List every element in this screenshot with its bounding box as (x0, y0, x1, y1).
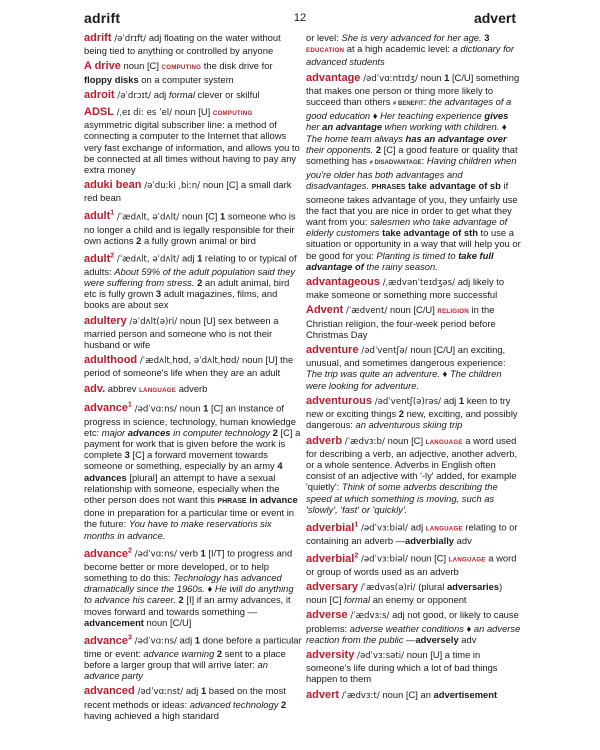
bold-term: adversely (415, 633, 459, 645)
definition-text: adj likely to make someone or something more successful (306, 276, 505, 301)
entry-adult2 (84, 250, 302, 311)
headword: adversary (306, 581, 358, 594)
definition-text: [C] a payment for work that is given before the work is complete (84, 426, 301, 461)
entry-adverse (306, 609, 524, 645)
pronunciation: /ədˈvɜːbiəl/ (358, 554, 411, 565)
bold-term: take advantage of sth (382, 227, 478, 239)
example-text: major (101, 426, 128, 438)
example-text: salesmen who take advantage of elderly customers (306, 216, 508, 239)
homograph-number: 2 (110, 251, 115, 259)
entry-adventurous (306, 395, 524, 431)
entry-adsl (84, 106, 302, 175)
sense-number: 2 (216, 647, 223, 659)
definition-text: noun [C] (410, 552, 449, 564)
example-text: the advantages of a good education (306, 96, 512, 122)
headword: advance$^3$ (84, 633, 132, 647)
pronunciation: /ˌeɪ diː es ˈel/ (113, 108, 175, 119)
headword: adventure (306, 344, 359, 357)
sense-number: 2 (272, 426, 278, 438)
entry-adult1 (84, 208, 302, 246)
example-text: advanced technology (189, 698, 279, 710)
headword: adversity (306, 649, 355, 662)
definition-text: in the Christian religion, the four-week period before Christmas Day (306, 304, 496, 340)
entry-advance3 (84, 632, 302, 681)
definition-text: [I] if an army advances, it moves forward and towards something — (84, 594, 291, 617)
left-column (84, 32, 302, 725)
phrase-label: PHRASE (217, 498, 247, 506)
right-column (306, 32, 524, 706)
definition-text: adj (179, 634, 195, 646)
definition-text: or level: (306, 32, 342, 43)
entry-advanced-cont (306, 32, 524, 68)
sense-number: 1 (444, 71, 450, 83)
entry-adversary (306, 581, 524, 605)
example-text: their opponents. (306, 143, 374, 155)
pronunciation: /əˈdrɪft/ (111, 34, 149, 44)
definition-text: ) noun [C] (306, 581, 503, 606)
definition-text: ♦ (370, 110, 381, 122)
example-text: a dictionary for advanced students (306, 43, 515, 68)
headword: A drive (84, 60, 121, 73)
definition-text: at a high academic level: (344, 43, 453, 55)
example-highlight: take full advantage of (306, 249, 494, 272)
example-text: formal (344, 594, 371, 606)
sense-number: 3 (155, 288, 162, 300)
headword: ADSL (84, 106, 114, 119)
definition-text: adj (410, 521, 426, 533)
definition-text: done before a particular time or event: (84, 634, 302, 659)
pronunciation: /ədˈvɜːsəti/ (354, 651, 407, 662)
example-text: You have to make reservations six months in advance. (84, 518, 272, 541)
definition-text: relating to or typical of adults: (84, 252, 297, 277)
definition-text: to use a situation or opportunity in a way that will help you or be good for you: (306, 227, 521, 261)
example-text: Her teaching experience (380, 110, 485, 122)
example-highlight: has an advantage over (405, 132, 507, 144)
definition-text: a word or group of words used as an adverb (306, 552, 517, 577)
definition-text: someone who is no longer a child and is legally responsible for their own actions (84, 210, 296, 246)
headword: adultery (84, 314, 127, 327)
headword: advert (306, 688, 340, 701)
definition-text: — (403, 633, 416, 645)
pronunciation: /ˈædvɜːs/ (347, 611, 393, 622)
page-header (84, 10, 516, 32)
subject-label: LANGUAGE (139, 386, 177, 394)
subject-label: EDUCATION (306, 47, 345, 55)
example-highlight: advances (127, 426, 171, 438)
headword: adrift (84, 32, 112, 44)
definition-text: abbrev (105, 382, 140, 394)
pronunciation: /ˈædvɜːb/ (342, 436, 388, 447)
pronunciation: /ədˈventʃ(ə)rəs/ (372, 396, 444, 407)
definition-text: noun [C/U] (143, 616, 192, 628)
sense-number: 2 (281, 698, 287, 710)
bold-term: floppy disks (84, 73, 139, 85)
pronunciation: /ˈædʌlt, əˈdʌlt/ (114, 212, 182, 223)
bold-term: take advantage of sb (405, 180, 501, 192)
pronunciation: /əˈdrɔɪt/ (114, 90, 154, 101)
definition-text: an enemy or opponent (370, 594, 467, 606)
definition-text: on a computer system (138, 73, 234, 85)
entry-advantageous (306, 276, 524, 300)
pronunciation: /ˈædvɜːt/ (339, 690, 383, 701)
example-highlight: an advantage (322, 121, 383, 133)
definition-text: an adult animal, bird etc is fully grown (84, 276, 290, 300)
pronunciation: /ˈædʌlt, əˈdʌlt/ (114, 254, 182, 265)
example-highlight: gives (484, 110, 509, 122)
example-text: the rainy season. (363, 260, 438, 272)
pronunciation: /ˌædvənˈteɪdʒəs/ (379, 278, 458, 289)
entry-adversity (306, 649, 524, 685)
definition-text: noun [C] (120, 60, 162, 72)
definition-text: noun (420, 71, 445, 83)
definition-text: if someone takes advantage of you, they unfairly use the fact that you are nice in order to get what they want from you: (306, 180, 518, 228)
headword: adverbial$^1$ (306, 520, 359, 534)
subject-label: LANGUAGE (425, 438, 463, 446)
example-text: Planting is timed to (376, 249, 459, 261)
entry-adultery (84, 315, 302, 351)
definition-text: the disk drive for (201, 60, 273, 72)
sense-number: 2 (398, 408, 404, 420)
definition-text: ♦ (499, 121, 507, 133)
headword: adverbial$^2$ (306, 551, 359, 565)
definition-text: a word used for describing a verb, an adjective, another adverb, or a whole sentence. Adverbs in English often consist of an adjective with '-ly' added, for example 'quietly': (306, 434, 518, 493)
example-text: The children were looking for adventure. (306, 368, 502, 391)
example-text: her (306, 121, 323, 133)
definition-text: ♦ (463, 622, 474, 634)
entry-advance1 (84, 400, 302, 541)
subject-label: RELIGION (437, 308, 469, 316)
sense-number: 2 (178, 594, 184, 606)
sense-number: 1 (203, 402, 209, 414)
definition-text: noun [C] an (382, 688, 434, 700)
entry-adverbial1 (306, 519, 524, 546)
definition-text: adj (443, 394, 459, 406)
definition-text: noun [C] a small dark red bean (84, 179, 292, 204)
definition-text: based on the most recent methods or ideas: (84, 685, 286, 710)
pronunciation: /ədˈvɑːnst/ (134, 687, 186, 698)
example-text: an adverse reaction from the public (306, 622, 521, 645)
example-text: She is very advanced for her age. (341, 32, 482, 43)
entry-advance2 (84, 545, 302, 628)
headword: advance$^1$ (84, 401, 132, 415)
sense-number: 1 (220, 210, 226, 222)
headword: adverb (306, 434, 343, 447)
definition-text: adv (458, 633, 477, 645)
definition-text: : (421, 155, 427, 167)
definition-text: (plural (418, 581, 447, 593)
sense-number: 3 (484, 32, 490, 43)
definition-text: noun [C] (181, 210, 220, 222)
homograph-number: 1 (128, 401, 132, 409)
definition-text: done in preparation for a particular time or event in the future: (84, 507, 295, 530)
definition-text: ♦ (204, 583, 215, 595)
subject-label: COMPUTING (161, 64, 202, 72)
definition-text: [C] a good feature or quality that something has (306, 143, 518, 167)
pronunciation: /ədˈvɑːntɪdʒ/ (360, 73, 421, 84)
headword: advance$^2$ (84, 546, 132, 560)
entry-adverb (306, 435, 524, 515)
pronunciation: /ədˈventʃə/ (358, 346, 411, 357)
headword: adroit (84, 88, 115, 101)
pronunciation: /ədˈvɑːns/ (131, 636, 180, 647)
entry-aduki-bean (84, 179, 302, 203)
definition-text: adv (454, 534, 472, 546)
bold-term: advancement (84, 616, 144, 628)
phrase-label: PHRASES (371, 184, 406, 192)
sense-number: 1 (197, 252, 203, 264)
sense-number: 1 (458, 394, 465, 406)
entry-adverbial2 (306, 550, 524, 577)
entry-adulthood (84, 354, 302, 378)
definition-text: sent to a place before a larger group that will arrive later: (84, 647, 286, 671)
definition-text: noun [U] a time in someone's life during which a lot of bad things happen to them (306, 649, 498, 685)
homograph-number: 2 (128, 546, 132, 554)
definition-text: [C] a forward movement towards someone or something, especially by an army (84, 449, 278, 472)
example-text: formal (168, 88, 195, 100)
headword: advantage (306, 71, 361, 84)
cross-reference: ≠ BENEFIT (393, 101, 424, 108)
entry-a-drive (84, 60, 302, 84)
entry-advantage (306, 72, 524, 272)
entry-adrift (84, 32, 302, 56)
bold-term: in advance (246, 494, 298, 506)
example-text: an adventurous skiing trip (355, 419, 463, 431)
pronunciation: /ˈædvəs(ə)ri/ (358, 583, 419, 594)
example-text: About 59% of the adult population said they were suffering from stress. (84, 265, 296, 288)
headword: aduki bean (84, 179, 142, 192)
definition-text: noun (179, 402, 204, 414)
page-number: 12 (293, 12, 307, 24)
sense-number: 1 (194, 634, 201, 646)
example-text: when working with children. (382, 121, 500, 133)
entry-adventure (306, 344, 524, 391)
homograph-number: 2 (354, 551, 359, 559)
definition-text: a fully grown animal or bird (141, 234, 256, 246)
bold-term: advances (84, 471, 127, 483)
definition-text: new, exciting, and possibly dangerous: (306, 408, 518, 431)
definition-text: verb (179, 547, 201, 559)
definition-text: noun [U] sex between a married person and someone who is not their husband or wife (84, 314, 279, 350)
sense-number: 3 (124, 449, 130, 461)
pronunciation: /ədˈvɑːns/ (131, 549, 180, 560)
example-text: in computer technology (170, 426, 271, 438)
bold-term: advertisement (433, 688, 498, 700)
homograph-number: 1 (110, 209, 115, 217)
example-text: Think of some adverbs describing the speed at which something is moving, such as 'slowly', 'fast' or 'quickly'. (306, 481, 498, 515)
definition-text: : (423, 96, 429, 108)
example-text: adverse weather conditions (349, 622, 464, 634)
example-text: He will do anything to advance his career. (84, 583, 294, 606)
entry-adroit (84, 89, 302, 102)
homograph-number: 1 (354, 520, 359, 528)
headword: adventurous (306, 394, 373, 407)
sense-number: 4 (277, 460, 283, 472)
sense-number: 2 (375, 143, 382, 155)
example-text: The trip was quite an adventure. (306, 368, 440, 380)
guide-word-left: adrift (84, 10, 121, 26)
definition-text: noun [U] (174, 106, 213, 118)
pronunciation: /ˈædvent/ (343, 306, 390, 317)
headword: advantageous (306, 276, 380, 289)
definition-text: adj floating on the water without being tied to anything or controlled by anyone (84, 32, 281, 57)
definition-text: keen to try new or exciting things (306, 394, 511, 420)
pronunciation: /ədˈvɑːns/ (131, 404, 180, 415)
headword: adult$^1$ (84, 209, 115, 223)
homograph-number: 3 (128, 633, 132, 641)
definition-text: noun [C] (387, 434, 426, 446)
entry-advanced (84, 685, 302, 721)
definition-text: adult magazines, films, and books are about sex (84, 288, 278, 311)
example-text: Technology has advanced dramatically since the 1960s. (84, 571, 282, 595)
definition-text: clever or skilful (194, 88, 260, 100)
definition-text: adj not good, or likely to cause problems: (306, 609, 519, 634)
entry-advert (306, 689, 524, 702)
headword: adv. (84, 382, 106, 395)
sense-number: 1 (200, 547, 206, 559)
definition-text: adverb (176, 382, 208, 394)
headword: adverse (306, 609, 348, 622)
pronunciation: /əˈdʌlt(ə)ri/ (126, 316, 180, 327)
guide-word-right: advert (473, 10, 516, 26)
definition-text: [I/T] to progress and become better or more developed, or to help something to do this: (84, 547, 293, 583)
definition-text: [C] an instance of progress in science, technology, human knowledge etc: (84, 402, 296, 438)
definition-text: adj (185, 685, 201, 697)
definition-text: noun [C/U] (389, 304, 438, 316)
definition-text: noun [U] the period of someone's life when they are an adult (84, 354, 294, 379)
bold-term: adverbially (405, 534, 455, 546)
example-text: Having children when you're older has both advantages and disadvantages. (306, 155, 517, 192)
headword: adult$^2$ (84, 251, 115, 265)
definition-text: having achieved a high standard (84, 709, 219, 721)
headword: advanced (84, 685, 135, 698)
definition-text: asymmetric digital subscriber line: a method of connecting a computer to the Internet that allows very fast exchange of information, and allows you to be connected at all times without having to pay any extra money (84, 119, 300, 176)
definition-text: [plural] an attempt to have a sexual relationship with someone, especially when the other person does not want this (84, 471, 280, 506)
definition-text: noun [C/U] an exciting, unusual, and sometimes dangerous experience: (306, 344, 506, 369)
pronunciation: /ədˈvɜːbiəl/ (358, 523, 411, 534)
subject-label: LANGUAGE (425, 525, 463, 533)
definition-text: adj (181, 252, 198, 264)
entry-adv (84, 383, 302, 396)
pronunciation: /ˈædʌltˌhʊd, əˈdʌltˌhʊd/ (137, 356, 243, 367)
definition-text: adj (153, 88, 169, 100)
example-text: The home team always (306, 132, 406, 144)
cross-reference: ≠ DISADVANTAGE (369, 160, 422, 167)
example-text: an advance party (84, 659, 268, 682)
definition-text: [C/U] something that makes one person or thing more likely to succeed than others (306, 71, 520, 108)
pronunciation: /əˈduːki ˌbiːn/ (141, 181, 203, 192)
definition-text: relating to or containing an adverb — (306, 521, 518, 546)
sense-number: 2 (136, 234, 142, 246)
sense-number: 2 (197, 276, 203, 288)
sense-number: 1 (200, 685, 207, 697)
headword: Advent (306, 304, 344, 317)
definition-text: ♦ (439, 368, 450, 380)
example-text: advance warning (143, 647, 215, 659)
subject-label: LANGUAGE (448, 556, 486, 564)
headword: adulthood (84, 354, 138, 367)
entry-advent (306, 304, 524, 340)
bold-term: adversaries (446, 581, 500, 593)
subject-label: COMPUTING (212, 110, 253, 118)
